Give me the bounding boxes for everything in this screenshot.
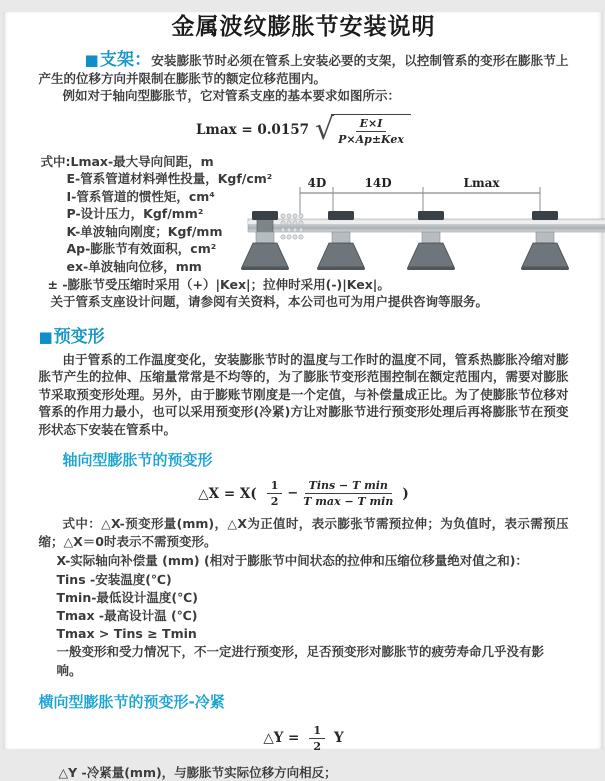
lateral-formula-half-fraction	[309, 724, 325, 753]
lateral-formula-lhs: △Y =	[263, 730, 299, 746]
definition-line: 式中:Lmax-最大导向间距，m	[39, 153, 569, 171]
dimension-label-14d: 14D	[365, 177, 392, 189]
axial-closing-line: 一般变形和受力情况下，不一定进行预变形，足否预变形对膨胀节的疲劳寿命几乎没有影响。	[39, 643, 569, 679]
lateral-formula	[39, 724, 569, 753]
note-kex-line: ± -膨胀节受压缩时采用（+）|Kex|；拉伸时采用(-)|Kex|。	[39, 276, 569, 294]
axial-items	[39, 552, 569, 679]
document-page	[3, 12, 603, 749]
lmax-formula	[39, 114, 569, 146]
lmax-formula-numerator: E×I	[356, 117, 387, 132]
section-marker-icon: ■	[85, 51, 99, 69]
pipe-support-diagram	[248, 177, 605, 277]
definition-line: P-设计压力，Kgf/mm²	[39, 205, 569, 223]
axial-formula-rhs: )	[402, 486, 408, 502]
predeform-paragraph: 由于管系的工作温度变化，安装膨胀节时的温度与工作时的温度不同，管系热膨胀冷缩对膨胀节产生的拉伸、压缩量常常是不均等的，为了膨胀节变形范围控制在额定范围内，需要对膨胀节采取预变形处理。另外，由于膨账节刚度是一个定值，与补偿量成正比。为了使膨胀节位移对管系的作用力最小，也可以采用预变形(冷紧)方让对膨胀节进行预变形处理后再将膨胀节在预变形状态下安装在管系中。	[39, 351, 569, 439]
dimension-label-lmax: Lmax	[464, 177, 500, 189]
dimension-label-4d: 4D	[308, 177, 327, 189]
half-denominator: 2	[313, 739, 321, 753]
support-intro-text: 安装膨胀节时必须在管系上安装必要的支架，以控制管系的变形在膨胀节上产生的位移方向并限制在膨胀节的额定位移范围内。	[39, 53, 569, 86]
lateral-formula-rhs: Y	[334, 730, 344, 746]
axial-item: Tmin-最低设计温度(℃)	[39, 589, 569, 607]
lmax-formula-denominator: P×Ap±Kex	[338, 132, 404, 146]
temp-denominator: T max − T min	[303, 494, 393, 508]
axial-item: X-实际轴向补偿量 (mm) (相对于膨胀节中间状态的拉伸和压缩位移量绝对值之和)：	[39, 552, 569, 570]
half-denominator: 2	[271, 494, 279, 508]
definition-line: I-管系管道的惯性矩，cm⁴	[39, 188, 569, 206]
definition-line: Ap-膨胀节有效面积，cm²	[39, 240, 569, 258]
lmax-formula-lhs: Lmax = 0.0157	[196, 122, 309, 138]
temp-numerator: Tins − T min	[305, 479, 392, 494]
half-numerator: 1	[309, 724, 325, 739]
axial-formula-temp-fraction	[303, 479, 393, 508]
definition-line: E-管系管道材料弹性投量，Kgf/cm²	[39, 170, 569, 188]
axial-formula-lhs: △X = X(	[198, 486, 256, 502]
definition-line: ex-单波轴向位移，mm	[39, 258, 569, 276]
sqrt-radical-sign: √	[315, 116, 334, 144]
axial-formula	[39, 479, 569, 508]
axial-explanation: 式中：△X-预变形量(mm)，△X为正值时，表示膨张节需预拉伸；为负值时，表示需预压缩；△X＝0时表示不需预变形。	[39, 515, 569, 550]
axial-item: Tmax > Tins ≥ Tmin	[39, 625, 569, 643]
axial-item: Tins -安装温度(℃)	[39, 571, 569, 589]
support-paragraph	[39, 52, 569, 87]
definition-line: K-单波轴向刚度；Kgf/mm	[39, 223, 569, 241]
section-marker-icon: ■	[39, 328, 53, 346]
lmax-formula-fraction	[331, 114, 411, 146]
axial-formula-half-fraction	[267, 479, 283, 508]
support-heading-label: 支架：	[100, 50, 151, 70]
minus-sign: −	[287, 486, 298, 501]
document-content	[3, 12, 603, 781]
page-title: 金属波纹膨胀节安装说明	[39, 12, 569, 42]
support-section-heading	[85, 50, 152, 70]
lateral-note: △Y -冷紧量(mm)，与膨胀节实际位移方向相反；	[39, 763, 569, 781]
predeform-section-heading	[39, 326, 569, 348]
predeform-heading-label: 预变形	[54, 327, 105, 347]
example-line: 例如对于轴向型膨胀节，它对管系支座的基本要求如图所示：	[39, 87, 569, 105]
pipe-diagram-graphic	[248, 183, 605, 275]
definitions-block	[39, 153, 569, 311]
lateral-subheading: 横向型膨胀节的预变形-冷紧	[39, 692, 569, 712]
half-numerator: 1	[267, 479, 283, 494]
axial-item: Tmax -最高设计温 (℃)	[39, 607, 569, 625]
axial-subheading: 轴向型膨胀节的预变形	[39, 450, 569, 470]
note-service-line: 关于管系支座设计问题，请参阅有关资料，本公司也可为用户提供咨询等服务。	[39, 293, 569, 311]
